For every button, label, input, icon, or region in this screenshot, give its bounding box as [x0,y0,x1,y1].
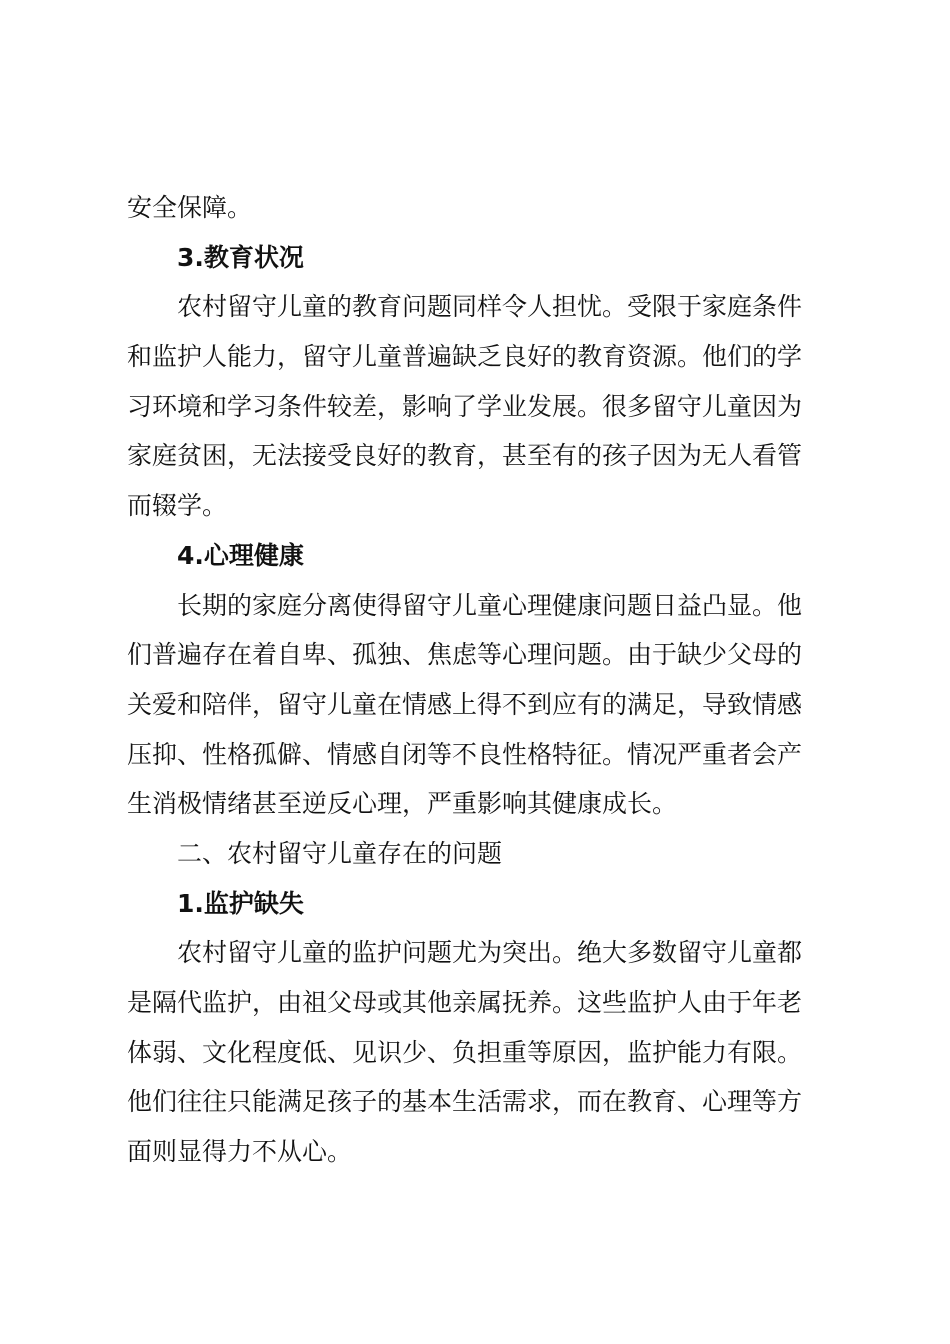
text-line: 而辍学。 [127,491,228,521]
document-body [127,183,833,1177]
text-line: 关爱和陪伴，留守儿童在情感上得不到应有的满足，导致情感 [127,689,803,719]
text-line: 安全保障。 [127,193,253,222]
text-line: 长期的家庭分离使得留守儿童心理健康问题日益凸显。他 [177,590,803,620]
text-line: 压抑、性格孤僻、情感自闭等不良性格特征。情况严重者会产 [127,739,803,769]
section-heading: 1.监护缺失 [177,888,304,918]
chapter-heading: 二、农村留守儿童存在的问题 [177,838,503,868]
text-line: 农村留守儿童的监护问题尤为突出。绝大多数留守儿童都 [177,938,803,968]
text-line: 他们往往只能满足孩子的基本生活需求，而在教育、心理等方 [127,1087,803,1117]
text-line: 和监护人能力，留守儿童普遍缺乏良好的教育资源。他们的学 [127,342,803,372]
section-heading: 3.教育状况 [177,242,304,272]
section-heading: 4.心理健康 [177,540,304,570]
text-line: 是隔代监护，由祖父母或其他亲属抚养。这些监护人由于年老 [127,988,803,1017]
text-line: 体弱、文化程度低、见识少、负担重等原因，监护能力有限。 [127,1037,803,1067]
text-line: 面则显得力不从心。 [127,1137,353,1167]
text-line: 习环境和学习条件较差，影响了学业发展。很多留守儿童因为 [127,391,803,421]
text-line: 生消极情绪甚至逆反心理，严重影响其健康成长。 [127,789,678,819]
text-line: 们普遍存在着自卑、孤独、焦虑等心理问题。由于缺少父母的 [127,640,803,670]
text-line: 农村留守儿童的教育问题同样令人担忧。受限于家庭条件 [177,292,803,322]
text-line: 家庭贫困，无法接受良好的教育，甚至有的孩子因为无人看管 [127,441,803,471]
